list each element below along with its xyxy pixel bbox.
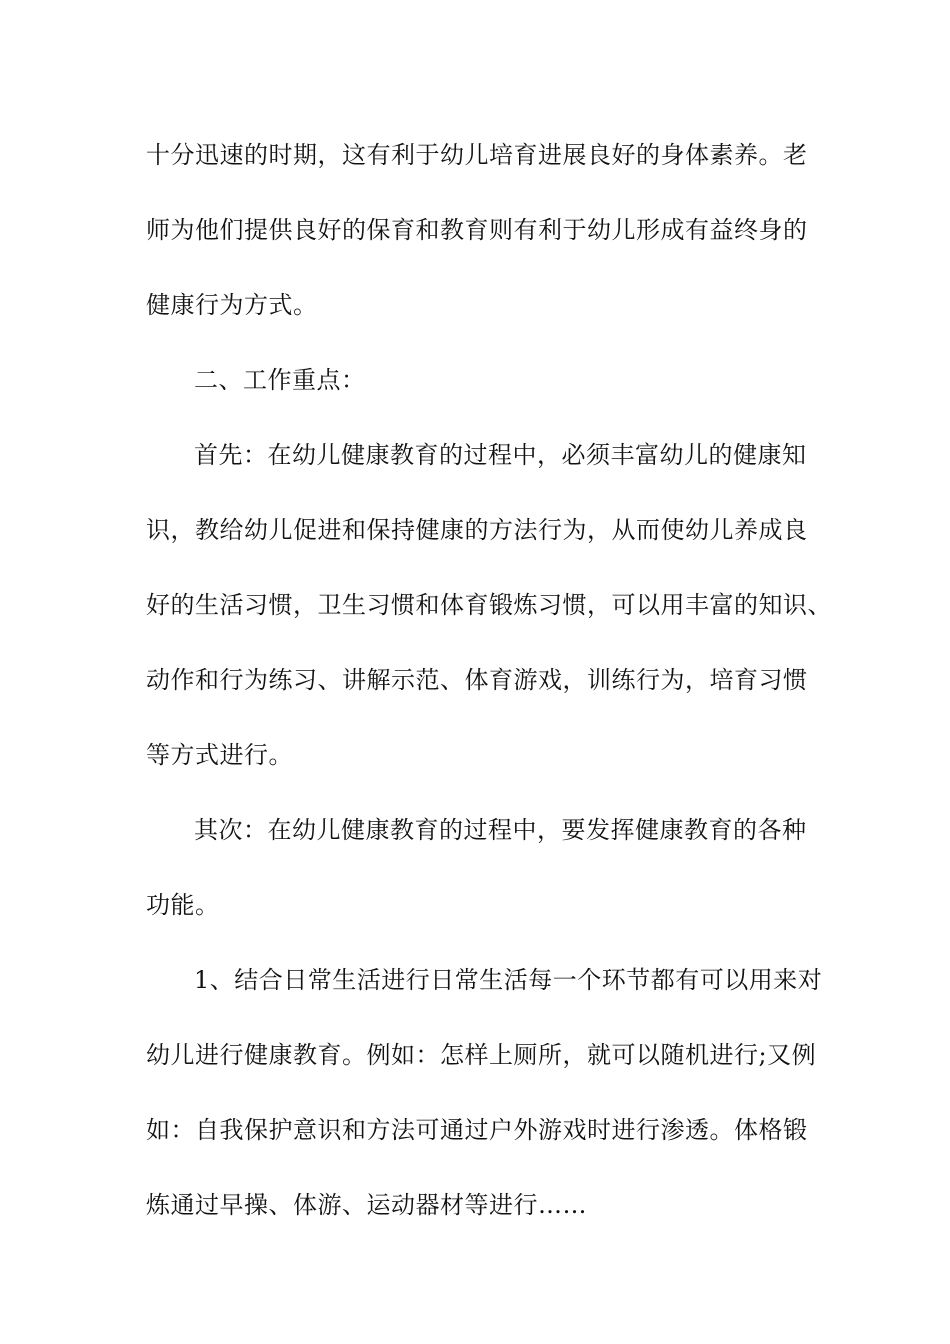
text-line: 十分迅速的时期，这有利于幼儿培育进展良好的身体素养。老	[146, 141, 808, 169]
text-line: 如：自我保护意识和方法可通过户外游戏时进行渗透。体格锻	[146, 1116, 808, 1144]
text-line: 首先：在幼儿健康教育的过程中，必须丰富幼儿的健康知	[194, 441, 807, 469]
text-line: 1、结合日常生活进行日常生活每一个环节都有可以用来对	[194, 966, 823, 994]
text-line: 幼儿进行健康教育。例如：怎样上厕所，就可以随机进行;又例	[146, 1041, 817, 1069]
text-line: 功能。	[146, 891, 220, 919]
text-line: 炼通过早操、体游、运动器材等进行……	[146, 1191, 587, 1219]
text-line: 等方式进行。	[146, 741, 293, 769]
text-line: 健康行为方式。	[146, 291, 318, 319]
section-heading: 二、工作重点：	[194, 366, 366, 394]
text-line: 动作和行为练习、讲解示范、体育游戏，训练行为，培育习惯	[146, 666, 808, 694]
text-line: 师为他们提供良好的保育和教育则有利于幼儿形成有益终身的	[146, 216, 808, 244]
text-line: 好的生活习惯，卫生习惯和体育锻炼习惯，可以用丰富的知识、	[146, 591, 832, 619]
text-line: 其次：在幼儿健康教育的过程中，要发挥健康教育的各种	[194, 816, 807, 844]
text-line: 识，教给幼儿促进和保持健康的方法行为，从而使幼儿养成良	[146, 516, 808, 544]
